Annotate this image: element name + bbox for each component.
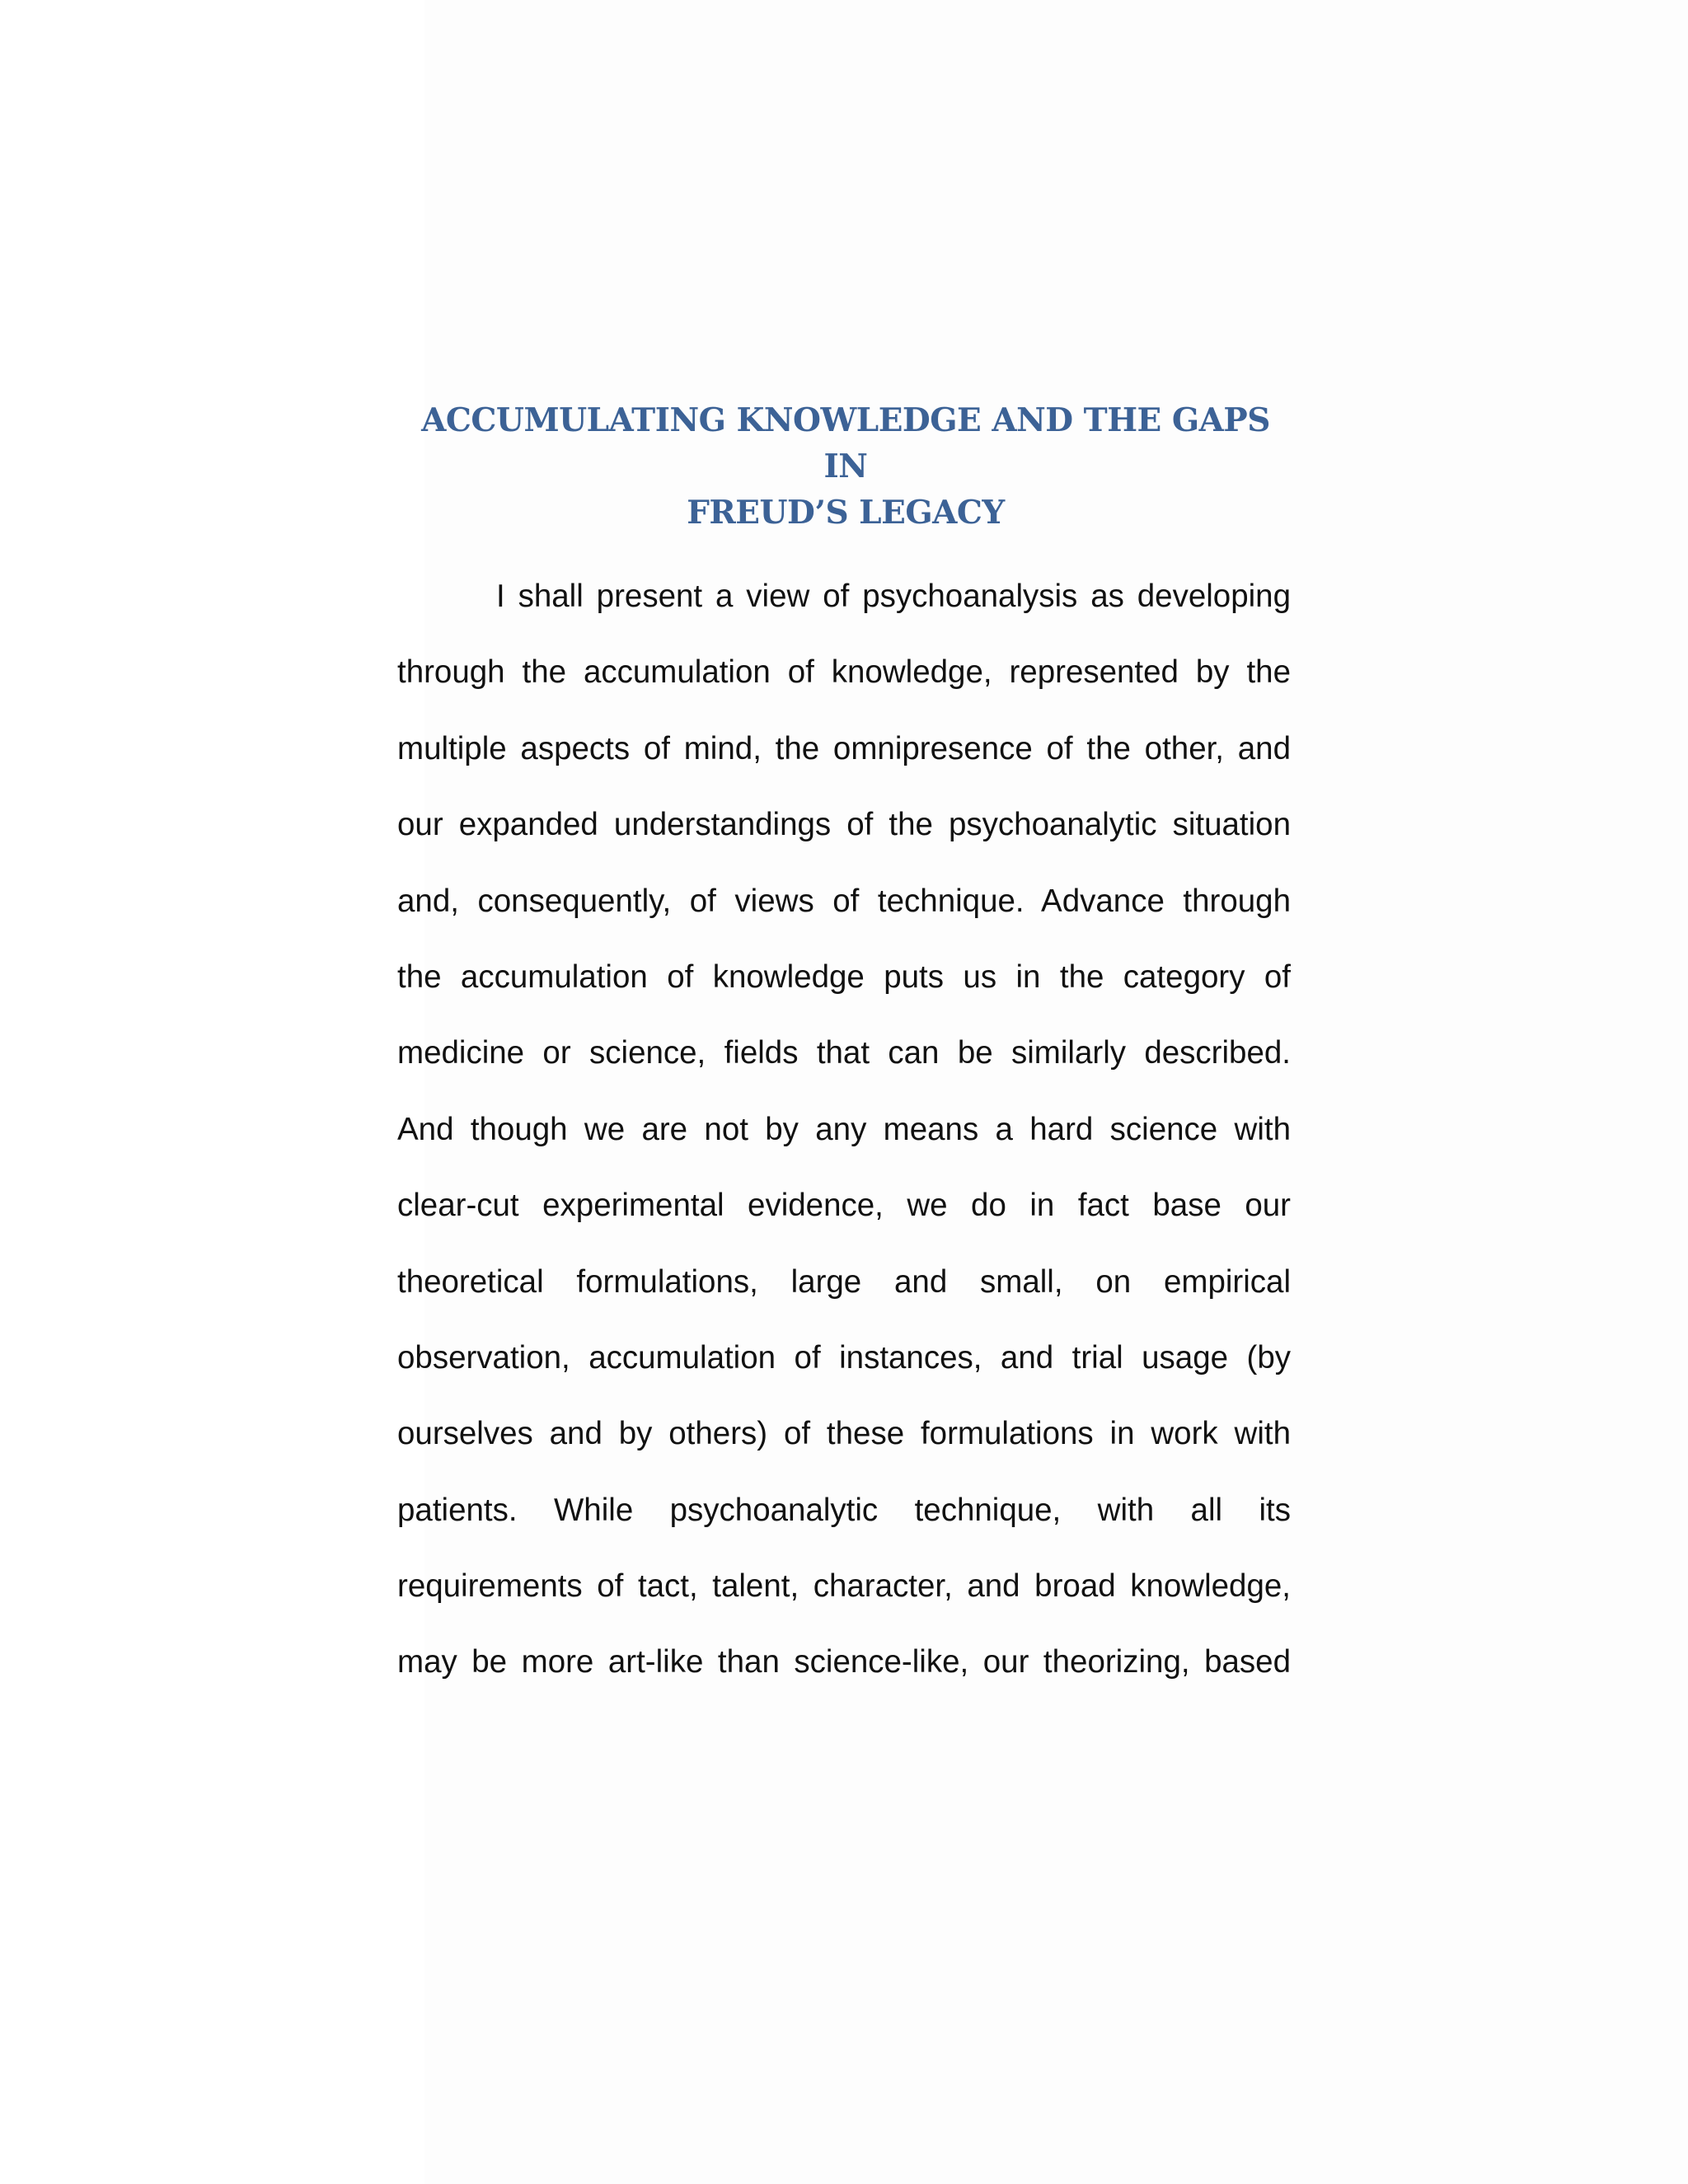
text-line: our expanded understandings of the psychoanalytic situation (397, 807, 1291, 843)
text-line: the accumulation of knowledge puts us in the category of (397, 958, 1291, 995)
text-line: And though we are not by any means a hard science with (397, 1111, 1291, 1147)
text-line: theoretical formulations, large and small, on empirical (397, 1263, 1291, 1300)
text-line: multiple aspects of mind, the omnipresence of the other, and (397, 730, 1291, 766)
chapter-title (397, 397, 1294, 536)
text-line: requirements of tact, talent, character, and broad knowledge, (397, 1568, 1291, 1605)
body-paragraph (397, 559, 1291, 1701)
chapter-title-line: ACCUMULATING KNOWLEDGE AND THE GAPS IN (421, 401, 1270, 485)
text-line: medicine or science, fields that can be similarly described. (397, 1035, 1291, 1071)
text-line: ourselves and by others) of these formulations in work with (397, 1416, 1291, 1452)
text-line: and, consequently, of views of technique. Advance through (397, 883, 1291, 919)
chapter-title-line: FREUD’S LEGACY (687, 494, 1005, 532)
text-line: I shall present a view of psychoanalysis as developing (496, 579, 1291, 614)
text-line: clear-cut experimental evidence, we do in fact base our (397, 1188, 1291, 1224)
text-line: may be more art-like than science-like, our theorizing, based (397, 1644, 1291, 1680)
text-line: observation, accumulation of instances, and trial usage (by (397, 1339, 1291, 1376)
text-line: through the accumulation of knowledge, represented by the (397, 654, 1291, 691)
text-line: patients. While psychoanalytic technique, with all its (397, 1492, 1291, 1528)
